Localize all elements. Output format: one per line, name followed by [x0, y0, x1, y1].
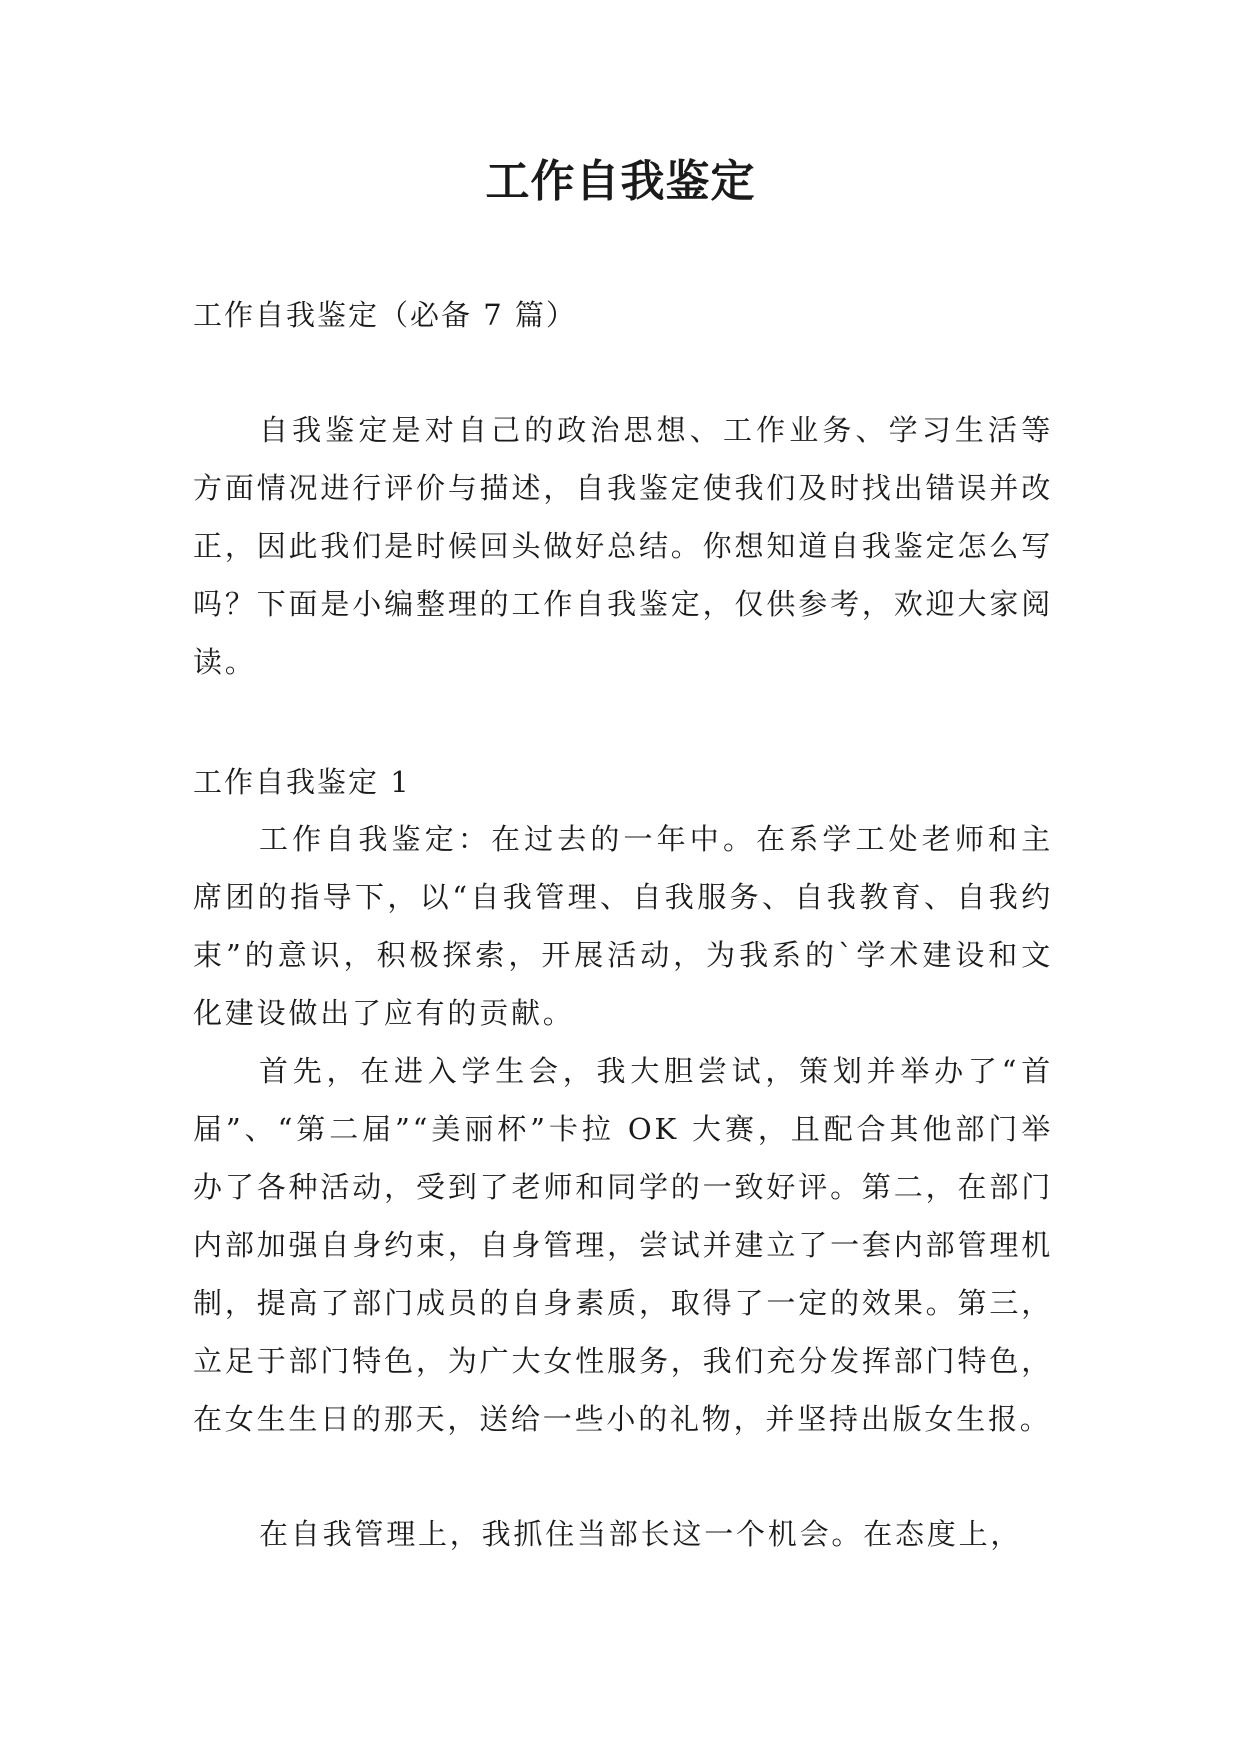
body-paragraph: 在自我管理上，我抓住当部长这一个机会。在态度上，: [259, 1517, 1023, 1551]
document-subtitle: 工作自我鉴定（必备 7 篇）: [193, 298, 577, 332]
document-title: 工作自我鉴定: [485, 156, 756, 207]
intro-paragraph: 自我鉴定是对自己的政治思想、工作业务、学习生活等方面情况进行评价与描述，自我鉴定使我们及时找出错误并改正，因此我们是时候回头做好总结。你想知道自我鉴定怎么写吗？下面是小编整理的工作自我鉴定，仅供参考，欢迎大家阅读。: [193, 413, 1053, 679]
section-heading: 工作自我鉴定 1: [193, 765, 411, 799]
body-paragraph: 首先，在进入学生会，我大胆尝试，策划并举办了“首届”、“第二届”“美丽杯”卡拉 OK 大赛，且配合其他部门举办了各种活动，受到了老师和同学的一致好评。第二，在部门内部加强自身约束，自身管理，尝试并建立了一套内部管理机制，提高了部门成员的自身素质，取得了一定的效果。第三，立足于部门特色，为广大女性服务，我们充分发挥部门特色，在女生生日的那天，送给一些小的礼物，并坚持出版女生报。: [193, 1054, 1053, 1436]
body-paragraph: 工作自我鉴定：在过去的一年中。在系学工处老师和主席团的指导下，以“自我管理、自我服务、自我教育、自我约束”的意识，积极探索，开展活动，为我系的`学术建设和文化建设做出了应有的贡献。: [193, 822, 1053, 1030]
